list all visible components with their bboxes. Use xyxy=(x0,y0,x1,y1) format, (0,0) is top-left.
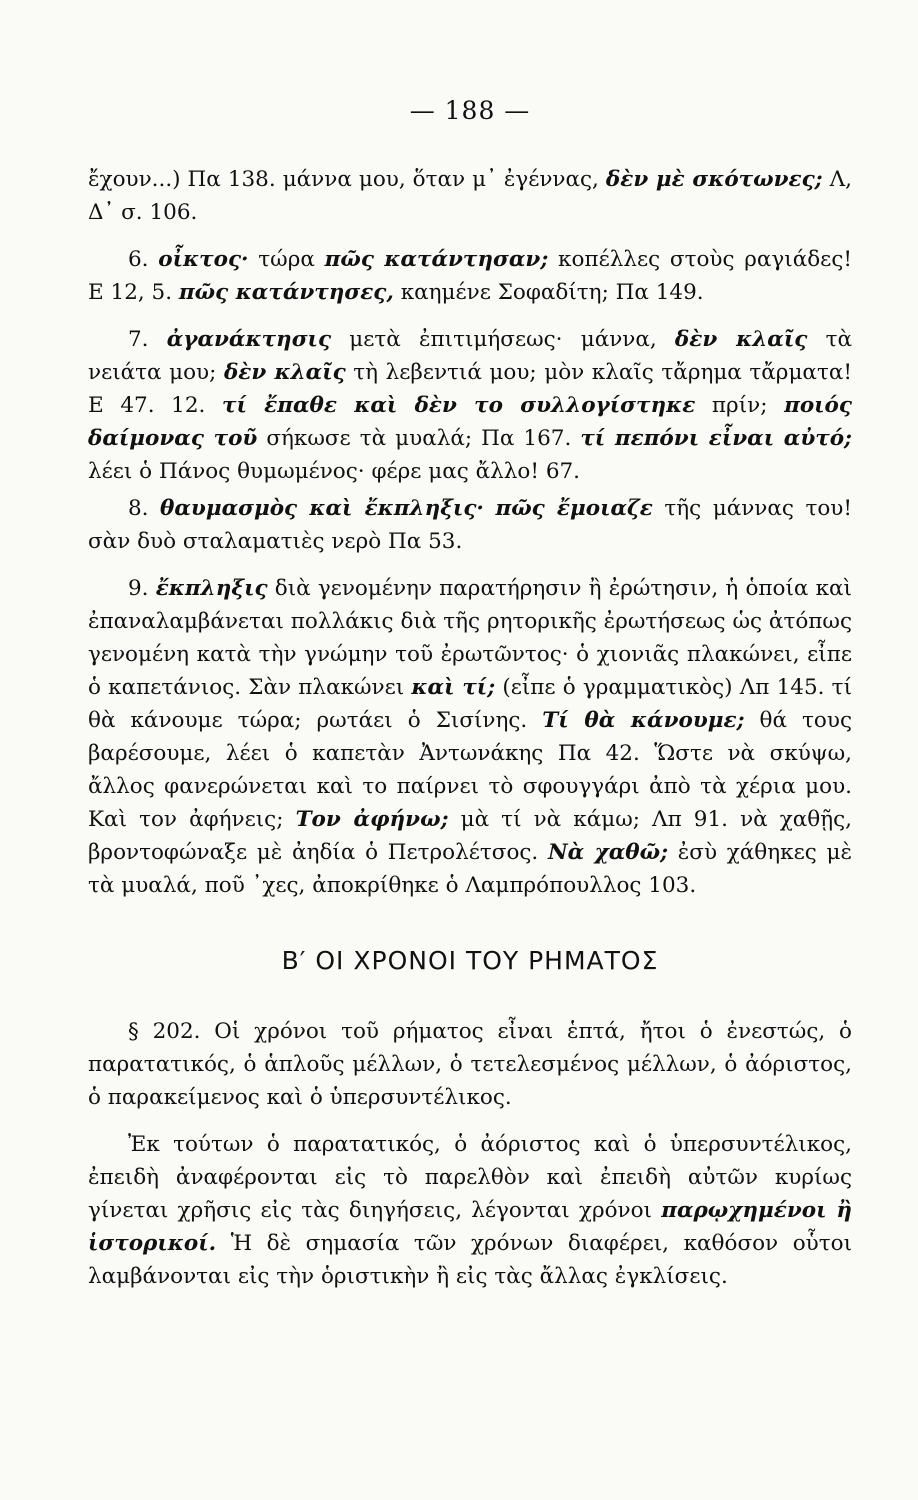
emphasis-text: Τί θὰ κάνουμε; xyxy=(542,708,745,733)
body-text: Ἡ δὲ σημασία τῶν χρόνων διαφέρει, καθόσον οὗτοι λαμβάνονται εἰς τὴν ὁριστικὴν ἢ εἰς τὰς ἄλλας ἐγκλίσεις. xyxy=(88,1231,852,1289)
paragraph-9 xyxy=(88,572,852,902)
body-text: πρίν; xyxy=(695,393,785,418)
emphasis-text: δὲν μὲ σκότωνες; xyxy=(605,167,823,192)
body-text: 8. xyxy=(128,496,161,521)
paragraph-8 xyxy=(88,492,852,558)
section-heading: Β′ ΟΙ ΧΡΟΝΟΙ ΤΟΥ ΡΗΜΑΤΟΣ xyxy=(281,946,659,975)
body-text: ἐσὺ χάθηκες μὲ τὰ μυαλά, ποῦ ᾽χες, ἀποκρίθηκε ὁ Λαμπρόπουλλος 103. xyxy=(88,840,852,898)
paragraph-202 xyxy=(88,1015,852,1114)
body-text: τὰ νειάτα μου; xyxy=(88,327,852,385)
emphasis-text: ἀγανάκτησις xyxy=(166,327,332,352)
body-text: Λ, Δ᾽ σ. 106. xyxy=(88,167,852,225)
body-text: τώρα xyxy=(248,247,325,272)
body-text: 9. xyxy=(128,576,156,601)
emphasis-text: δὲν κλαῖς xyxy=(674,327,808,352)
body-text: καημένε Σοφαδίτη; Πα 149. xyxy=(393,280,704,305)
emphasis-text: παρῳχημένοι ἢ ἱστορικοί. xyxy=(88,1198,852,1256)
emphasis-text: θαυμασμὸς καὶ ἔκπληξις· xyxy=(160,496,484,521)
emphasis-text: πῶς κατάντησες, xyxy=(178,280,394,305)
body-text: (εἶπε ὁ γραμματικὸς) Λπ 145. τί θὰ κάνουμε τώρα; ρωτάει ὁ Σισίνης. xyxy=(88,675,852,733)
emphasis-text: οἶκτος· xyxy=(158,247,249,272)
body-text: διὰ γενομένην παρατήρησιν ἢ ἐρώτησιν, ἡ ὁποία καὶ ἐπαναλαμβάνεται πολλάκις διὰ τῆς ρητορικῆς ἐρωτήσεως ὡς ἀτόπως γενομένη κατὰ τὴν γνώμην τοῦ ἐρωτῶντος· ὁ χιονιᾶς πλακώνει, εἶπε ὁ καπετάνιος. Σὰν πλακώνει xyxy=(88,576,852,700)
page-number: — 188 — xyxy=(409,96,531,125)
paragraph-7 xyxy=(88,323,852,488)
emphasis-text: Τον ἀφήνω; xyxy=(295,807,449,832)
emphasis-text: πῶς ἔμοιαζε xyxy=(495,496,653,521)
body-text: Ἐκ τούτων ὁ παρατατικός, ὁ ἀόριστος καὶ ὁ ὑπερσυντέλικος, ἐπειδὴ ἀναφέρονται εἰς τὸ παρελθὸν καὶ ἐπειδὴ αὐτῶν κυρίως γίνεται χρῆσις εἰς τὰς διηγήσεις, λέγονται χρόνοι xyxy=(88,1132,852,1223)
emphasis-text: δὲν κλαῖς xyxy=(223,360,346,385)
emphasis-text: τί ἔπαθε καὶ δὲν το συλλογίστηκε xyxy=(222,393,696,418)
emphasis-text: ποιός δαίμονας τοῦ xyxy=(88,393,852,451)
emphasis-text: καὶ τί; xyxy=(411,675,496,700)
body-text: μετὰ ἐπιτιμήσεως· μάννα, xyxy=(331,327,675,352)
body-text: 7. xyxy=(128,327,167,352)
paragraph-last xyxy=(88,1128,852,1293)
emphasis-text: πῶς κατάντησαν; xyxy=(324,247,549,272)
body-text: 6. xyxy=(128,247,159,272)
emphasis-text: ἔκπληξις xyxy=(155,576,268,601)
paragraph-intro xyxy=(88,163,852,229)
body-text xyxy=(484,496,496,521)
body-text: λέει ὁ Πάνος θυμωμένος· φέρε μας ἄλλο! 67. xyxy=(88,459,581,484)
emphasis-text: τί πεπόνι εἶναι αὐτό; xyxy=(580,426,852,451)
body-text: ἔχουν...) Πα 138. μάννα μου, ὅταν μ᾽ ἐγέννας, xyxy=(88,167,606,192)
paragraph-6 xyxy=(88,243,852,309)
body-text: κοπέλλες στοὺς ραγιάδες! Ε 12, 5. xyxy=(88,247,852,305)
body-text: τὴ λεβεντιά μου; μὸν κλαῖς τἄρημα τἄρματα! Ε 47. 12. xyxy=(88,360,852,418)
body-text: θά τους βαρέσουμε, λέει ὁ καπετὰν Ἀντωνάκης Πα 42. Ὥστε νὰ σκύψω, ἄλλος φανερώνεται καὶ το παίρνει τὸ σφουγγάρι ἀπὸ τὰ χέρια μου. Καὶ τον ἀφήνεις; xyxy=(88,708,852,832)
body-text: σήκωσε τὰ μυαλά; Πα 167. xyxy=(257,426,581,451)
body-text: μὰ τί νὰ κάμω; Λπ 91. νὰ χαθῇς, βροντοφώναξε μὲ ἀηδία ὁ Πετρολέτσος. xyxy=(88,807,852,865)
emphasis-text: Νὰ χαθῶ; xyxy=(548,840,669,865)
body-text: § 202. Οἱ χρόνοι τοῦ ρήματος εἶναι ἑπτά, ἤτοι ὁ ἐνεστώς, ὁ παρατατικός, ὁ ἁπλοῦς μέλλων, ὁ τετελεσμένος μέλλων, ὁ ἀόριστος, ὁ παρακείμενος καὶ ὁ ὑπερσυντέλικος. xyxy=(88,1019,852,1110)
body-text: τῆς μάννας του! σὰν δυὸ σταλαματιὲς νερὸ Πα 53. xyxy=(88,496,852,554)
